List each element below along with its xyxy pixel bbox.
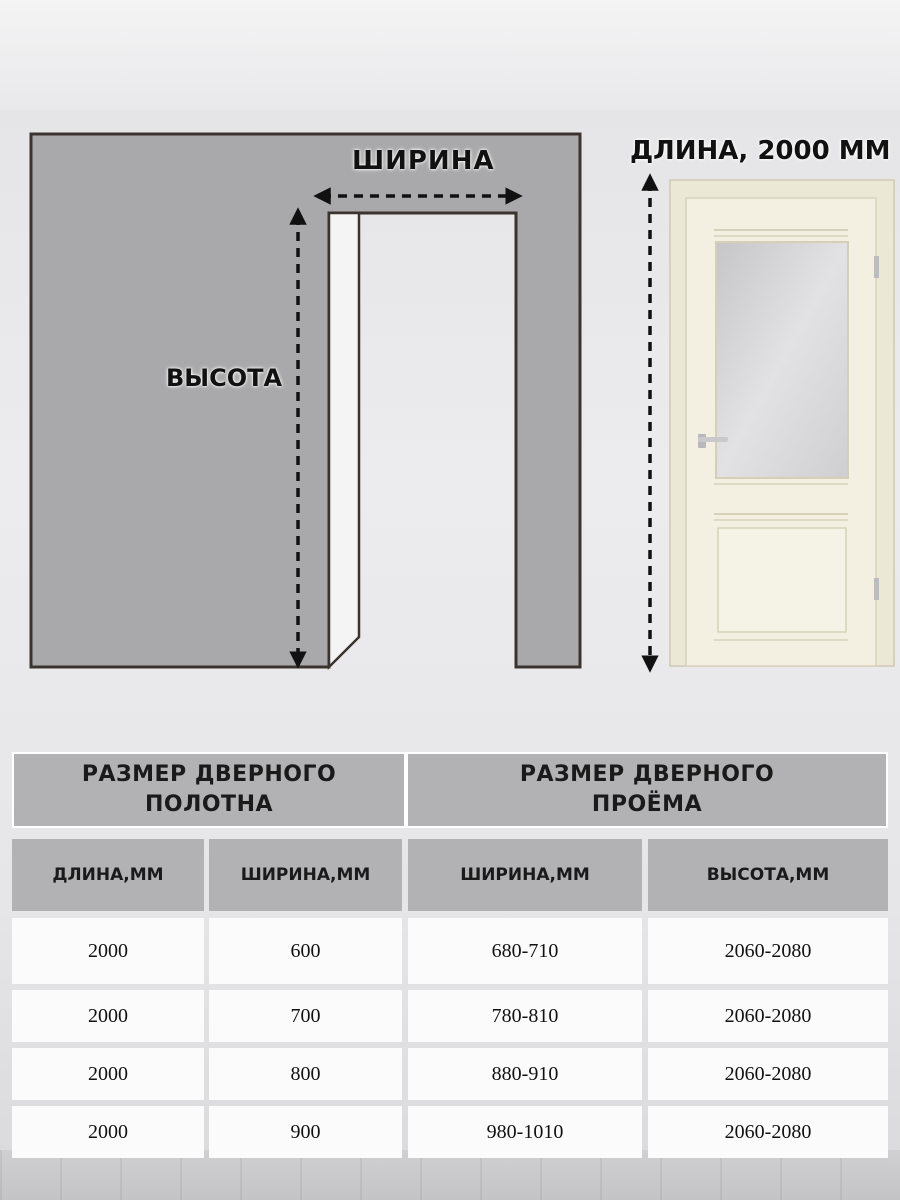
table-cell: 2000 bbox=[12, 990, 204, 1042]
table-cell: 880-910 bbox=[408, 1048, 642, 1100]
table-cell: 2000 bbox=[12, 1106, 204, 1158]
table-cell: 800 bbox=[209, 1048, 402, 1100]
column-header-opening-width: ШИРИНА,ММ bbox=[408, 839, 642, 911]
table-cell: 2000 bbox=[12, 918, 204, 984]
column-header-leaf-width: ШИРИНА,ММ bbox=[209, 839, 402, 911]
height-label: ВЫСОТА bbox=[166, 364, 283, 392]
column-header-opening-height: ВЫСОТА,ММ bbox=[648, 839, 888, 911]
table-cell: 2060-2080 bbox=[648, 990, 888, 1042]
opening-jamb bbox=[329, 213, 359, 667]
table-cell: 780-810 bbox=[408, 990, 642, 1042]
column-header-leaf-length: ДЛИНА,ММ bbox=[12, 839, 204, 911]
table-cell: 700 bbox=[209, 990, 402, 1042]
table-cell: 2060-2080 bbox=[648, 1048, 888, 1100]
width-label: ШИРИНА bbox=[352, 146, 495, 176]
table-cell: 900 bbox=[209, 1106, 402, 1158]
table-cell: 680-710 bbox=[408, 918, 642, 984]
table-cell: 600 bbox=[209, 918, 402, 984]
table-cell: 980-1010 bbox=[408, 1106, 642, 1158]
wall-shape bbox=[31, 134, 580, 667]
length-label: ДЛИНА, 2000 ММ bbox=[630, 136, 891, 166]
table-cell: 2060-2080 bbox=[648, 918, 888, 984]
table-cell: 2000 bbox=[12, 1048, 204, 1100]
group-header-door-leaf: РАЗМЕР ДВЕРНОГО ПОЛОТНА bbox=[12, 752, 406, 828]
table-cell: 2060-2080 bbox=[648, 1106, 888, 1158]
door-image bbox=[668, 178, 896, 668]
group-header-door-opening: РАЗМЕР ДВЕРНОГО ПРОЁМА bbox=[406, 752, 888, 828]
